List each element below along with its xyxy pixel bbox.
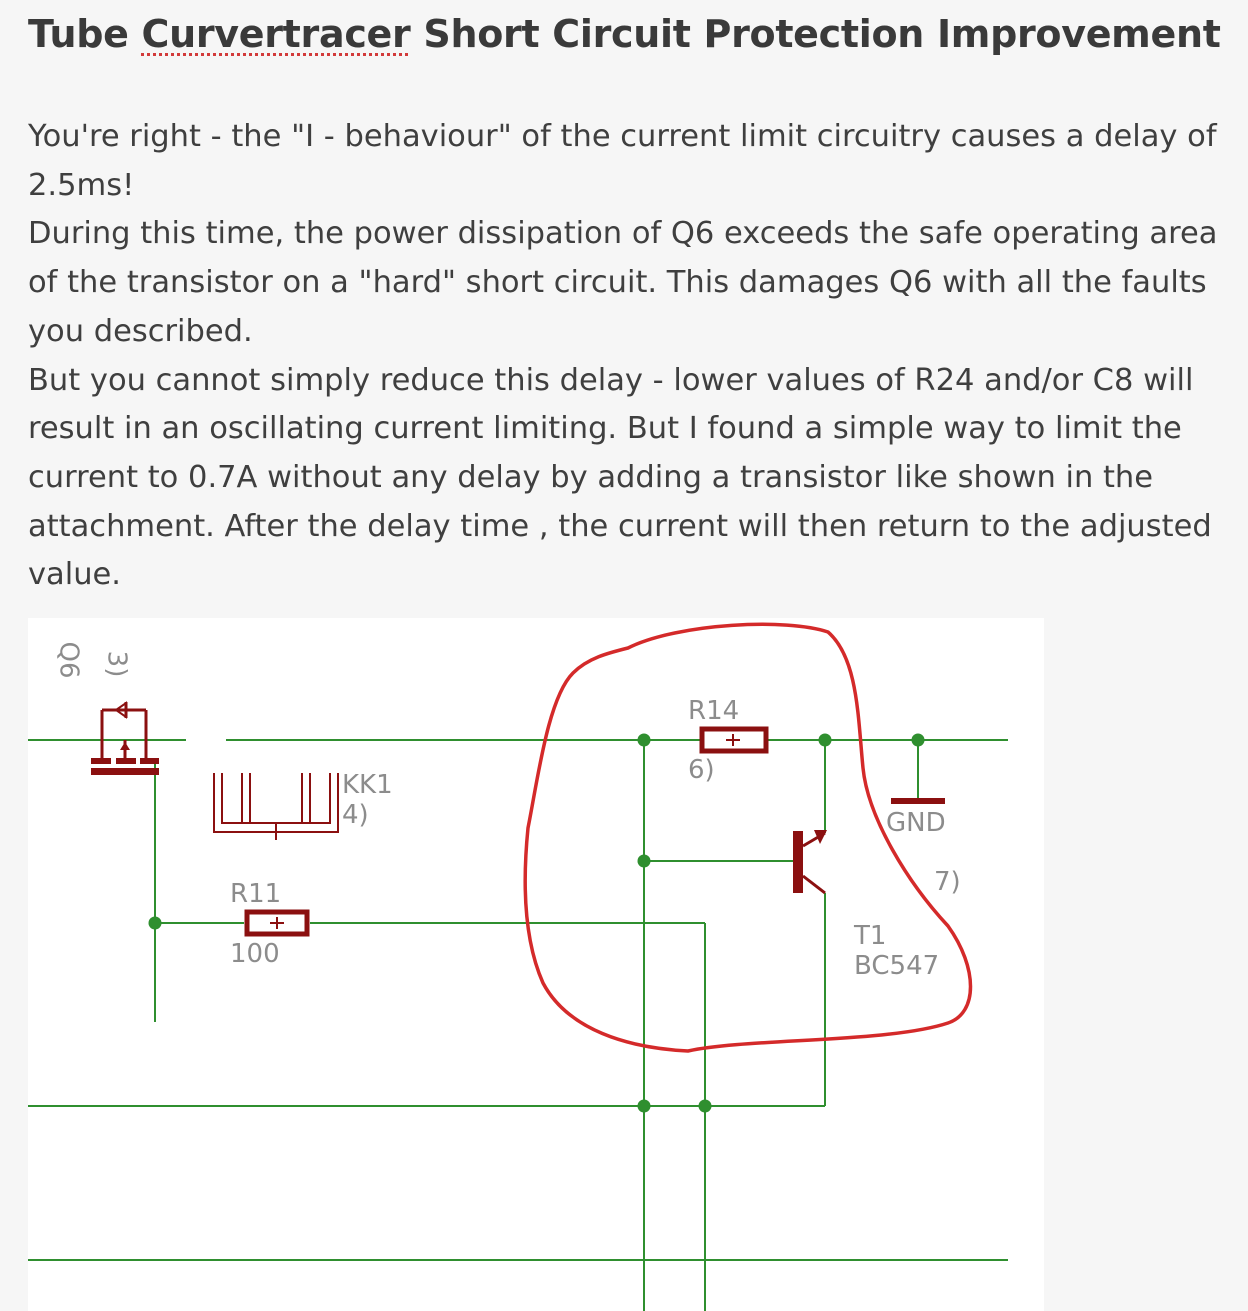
label-t1: T1	[854, 921, 887, 951]
mosfet-q6-symbol	[91, 702, 159, 775]
heatsink-kk1-symbol	[214, 773, 338, 840]
note-body[interactable]	[28, 113, 1228, 600]
transistor-t1-symbol	[793, 830, 827, 893]
paragraph-3: But you cannot simply reduce this delay - lower values of R24 and/or C8 will result in an oscillating current limiting. But I found a simple way to limit the current to 0.7A without any delay by adding a transistor like shown in the attachment. After the delay time , the current will then return to the adjusted value.	[28, 362, 1212, 593]
label-r14: R14	[688, 696, 740, 726]
label-q6-note: 3)	[101, 650, 132, 678]
title-misspelled-word[interactable]: Curvertracer	[141, 12, 411, 56]
paragraph-2: During this time, the power dissipation of Q6 exceeds the safe operating area of the transistor on a "hard" short circuit. This damages Q6 with all the faults you described.	[28, 216, 1218, 349]
page-title	[28, 12, 1221, 56]
label-t1-value: BC547	[854, 951, 940, 981]
label-r11: R11	[230, 879, 282, 909]
paragraph-1: You're right - the "I - behaviour" of the current limit circuitry causes a delay of 2.5ms!	[28, 119, 1217, 203]
label-kk1-note: 4)	[342, 800, 369, 830]
schematic-wires	[28, 740, 1008, 1311]
schematic-drawing	[28, 618, 1044, 1311]
label-kk1: KK1	[342, 770, 393, 800]
title-rest: Short Circuit Protection Improvement	[423, 12, 1221, 56]
schematic-image	[28, 618, 1044, 1311]
resistor-r14-symbol	[702, 729, 766, 751]
label-gnd: GND	[886, 808, 946, 838]
title-word-1: Tube	[28, 12, 129, 56]
label-q6: Q6	[53, 641, 84, 679]
ground-symbol	[891, 798, 945, 804]
label-r14-note: 6)	[688, 755, 715, 785]
resistor-r11-symbol	[247, 912, 307, 934]
label-gnd-note: 7)	[934, 867, 961, 897]
label-r11-value: 100	[230, 939, 280, 969]
